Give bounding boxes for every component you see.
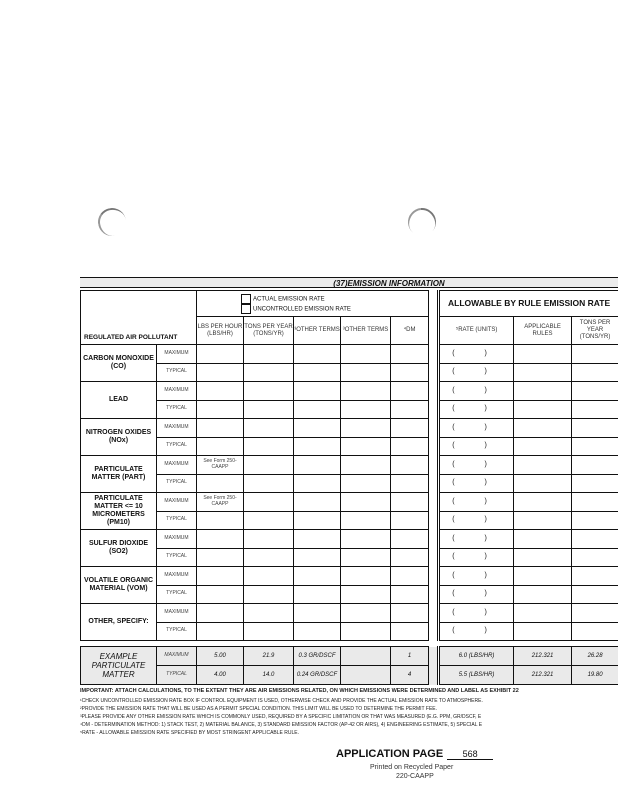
- allowable-tons-cell[interactable]: [572, 622, 618, 641]
- other-terms-cell-2[interactable]: [341, 622, 391, 641]
- example-applicable-rules: 212.321: [514, 666, 572, 685]
- punch-hole-mark: [402, 202, 441, 241]
- rate-units-cell[interactable]: [439, 604, 514, 623]
- allowable-tons-cell[interactable]: [572, 604, 618, 623]
- tons-per-year-cell[interactable]: [244, 345, 294, 364]
- tons-per-year-cell[interactable]: [244, 419, 294, 438]
- tons-per-year-cell[interactable]: [244, 382, 294, 401]
- other-terms-cell[interactable]: [294, 419, 341, 438]
- dm-cell[interactable]: [391, 363, 429, 382]
- tons-per-year-cell[interactable]: [244, 567, 294, 586]
- applicable-rules-cell[interactable]: [514, 585, 572, 604]
- lbs-per-hour-cell[interactable]: [197, 474, 244, 493]
- dm-cell[interactable]: [391, 493, 429, 512]
- rate-parentheses: ( ): [452, 442, 501, 450]
- rate-units-cell[interactable]: [439, 548, 514, 567]
- other-terms-cell-2[interactable]: [341, 400, 391, 419]
- other-terms-cell[interactable]: [294, 585, 341, 604]
- lbs-per-hour-cell[interactable]: [197, 567, 244, 586]
- emission-rate-checkboxes: [197, 291, 429, 317]
- section-title: (37)EMISSION INFORMATION: [80, 277, 618, 288]
- example-tons-per-year: 14.0: [244, 666, 294, 685]
- dm-cell[interactable]: [391, 511, 429, 530]
- applicable-rules-cell[interactable]: [514, 456, 572, 475]
- dm-cell[interactable]: [391, 400, 429, 419]
- example-allowable-tons: 26.28: [572, 647, 618, 666]
- actual-rate-checkbox[interactable]: [241, 294, 251, 304]
- dm-cell[interactable]: [391, 585, 429, 604]
- allowable-tons-cell[interactable]: [572, 345, 618, 364]
- column-gap: [429, 345, 439, 364]
- row-type-label: TYPICAL: [157, 511, 197, 530]
- other-terms-cell[interactable]: [294, 622, 341, 641]
- pollutant-row: [81, 419, 618, 438]
- other-terms-header: ³OTHER TERMS: [294, 317, 341, 345]
- dm-cell[interactable]: [391, 622, 429, 641]
- applicable-rules-cell[interactable]: [514, 511, 572, 530]
- column-gap: [429, 363, 439, 382]
- dm-cell[interactable]: [391, 548, 429, 567]
- applicable-rules-cell[interactable]: [514, 493, 572, 512]
- other-terms-cell-2[interactable]: [341, 493, 391, 512]
- dm-cell[interactable]: [391, 474, 429, 493]
- pollutant-name: NITROGEN OXIDES (NOx): [81, 419, 157, 456]
- lbs-per-hour-cell[interactable]: [197, 585, 244, 604]
- rate-parentheses: ( ): [452, 534, 501, 542]
- other-terms-cell[interactable]: [294, 474, 341, 493]
- rate-parentheses: ( ): [452, 516, 501, 524]
- example-rate: 5.5 (LBS/HR): [439, 666, 514, 685]
- allowable-tons-cell[interactable]: [572, 437, 618, 456]
- dm-cell[interactable]: [391, 604, 429, 623]
- other-terms-cell-2[interactable]: [341, 456, 391, 475]
- pollutant-name: PARTICULATE MATTER <= 10 MICROMETERS (PM10): [81, 493, 157, 530]
- rate-units-cell[interactable]: [439, 622, 514, 641]
- applicable-rules-cell[interactable]: [514, 604, 572, 623]
- lbs-per-hour-cell[interactable]: See Form 250-CAAPP: [197, 493, 244, 512]
- dm-cell[interactable]: [391, 382, 429, 401]
- example-dm: 4: [391, 666, 429, 685]
- other-terms-cell[interactable]: [294, 382, 341, 401]
- applicable-rules-cell[interactable]: [514, 530, 572, 549]
- applicable-rules-header: APPLICABLE RULES: [514, 317, 572, 345]
- row-type-label: MAXIMUM: [157, 419, 197, 438]
- pollutant-row: [81, 548, 618, 567]
- row-type-label: TYPICAL: [157, 400, 197, 419]
- column-gap: [429, 382, 439, 401]
- regulated-pollutant-header: REGULATED AIR POLLUTANT: [81, 291, 197, 345]
- tons-per-year-cell[interactable]: [244, 493, 294, 512]
- column-gap: [429, 291, 439, 345]
- recycled-paper-note: Printed on Recycled Paper: [370, 764, 454, 771]
- dm-header: ⁴DM: [391, 317, 429, 345]
- row-type-label: TYPICAL: [157, 585, 197, 604]
- column-gap: [429, 493, 439, 512]
- pollutant-row: [81, 493, 618, 512]
- tons-per-year-cell[interactable]: [244, 530, 294, 549]
- allowable-tons-cell[interactable]: [572, 548, 618, 567]
- column-gap: [429, 419, 439, 438]
- dm-cell[interactable]: [391, 345, 429, 364]
- other-terms-header-2: ³OTHER TERMS: [341, 317, 391, 345]
- tons-per-year-cell[interactable]: [244, 622, 294, 641]
- lbs-per-hour-cell[interactable]: See Form 250-CAAPP: [197, 456, 244, 475]
- example-row: [81, 647, 618, 666]
- tons-per-year-cell[interactable]: [244, 511, 294, 530]
- rate-parentheses: ( ): [452, 497, 501, 505]
- allowable-tons-cell[interactable]: [572, 511, 618, 530]
- example-tons-per-year: 21.9: [244, 647, 294, 666]
- rate-parentheses: ( ): [452, 479, 501, 487]
- column-gap: [429, 437, 439, 456]
- tons-per-year-cell[interactable]: [244, 585, 294, 604]
- example-row-type: MAXIMUM: [157, 647, 197, 666]
- example-applicable-rules: 212.321: [514, 647, 572, 666]
- other-terms-cell-2[interactable]: [341, 567, 391, 586]
- tons-per-year-cell[interactable]: [244, 604, 294, 623]
- lbs-per-hour-cell[interactable]: [197, 400, 244, 419]
- allowable-tons-cell[interactable]: [572, 456, 618, 475]
- allowable-tons-cell[interactable]: [572, 493, 618, 512]
- example-other-terms: 0.24 GR/DSCF: [294, 666, 341, 685]
- other-terms-cell-2[interactable]: [341, 363, 391, 382]
- row-type-label: MAXIMUM: [157, 382, 197, 401]
- rate-parentheses: ( ): [452, 405, 501, 413]
- pollutant-row: [81, 437, 618, 456]
- column-gap: [429, 622, 439, 641]
- example-row: [81, 666, 618, 685]
- rate-units-header: ⁵RATE (UNITS): [439, 317, 514, 345]
- applicable-rules-cell[interactable]: [514, 400, 572, 419]
- allowable-tons-cell[interactable]: [572, 530, 618, 549]
- other-terms-cell-2[interactable]: [341, 604, 391, 623]
- rate-units-cell[interactable]: [439, 400, 514, 419]
- allowable-tons-cell[interactable]: [572, 419, 618, 438]
- lbs-per-hour-cell[interactable]: [197, 622, 244, 641]
- rate-parentheses: ( ): [452, 349, 501, 357]
- other-terms-cell-2[interactable]: [341, 437, 391, 456]
- row-type-label: TYPICAL: [157, 363, 197, 382]
- footnote-1: ¹CHECK UNCONTROLLED EMISSION RATE BOX IF CONTROL EQUIPMENT IS USED, OTHERWISE CHECK AND PROVIDE THE ACTUAL EMISSION RATE TO ATMOSPHERE.: [80, 698, 483, 704]
- pollutant-name: VOLATILE ORGANIC MATERIAL (VOM): [81, 567, 157, 604]
- rate-units-cell[interactable]: [439, 382, 514, 401]
- lbs-per-hour-cell[interactable]: [197, 530, 244, 549]
- dm-cell[interactable]: [391, 456, 429, 475]
- rate-parentheses: ( ): [452, 627, 501, 635]
- other-terms-cell-2[interactable]: [341, 585, 391, 604]
- application-page-label: [336, 748, 493, 760]
- footnotes: [80, 688, 618, 738]
- applicable-rules-cell[interactable]: [514, 345, 572, 364]
- pollutant-row: [81, 604, 618, 623]
- applicable-rules-cell[interactable]: [514, 567, 572, 586]
- lbs-per-hour-cell[interactable]: [197, 511, 244, 530]
- example-row-type: TYPICAL: [157, 666, 197, 685]
- row-type-label: MAXIMUM: [157, 567, 197, 586]
- column-gap: [429, 400, 439, 419]
- uncontrolled-rate-checkbox[interactable]: [241, 304, 251, 314]
- other-terms-cell[interactable]: [294, 345, 341, 364]
- rate-units-cell[interactable]: [439, 585, 514, 604]
- applicable-rules-cell[interactable]: [514, 419, 572, 438]
- tons-per-year-cell[interactable]: [244, 456, 294, 475]
- rate-parentheses: ( ): [452, 571, 501, 579]
- other-terms-cell-2[interactable]: [341, 548, 391, 567]
- pollutant-name: OTHER, SPECIFY:: [81, 604, 157, 641]
- lbs-per-hour-cell[interactable]: [197, 382, 244, 401]
- row-type-label: TYPICAL: [157, 622, 197, 641]
- tons-per-year-cell[interactable]: [244, 400, 294, 419]
- column-gap: [429, 456, 439, 475]
- example-pollutant-name: EXAMPLE PARTICULATE MATTER: [81, 647, 157, 685]
- pollutant-row: [81, 567, 618, 586]
- lbs-per-hour-cell[interactable]: [197, 419, 244, 438]
- allowable-tons-cell[interactable]: [572, 400, 618, 419]
- column-gap: [429, 530, 439, 549]
- allowable-tons-per-year-header: TONS PER YEAR (TONS/YR): [572, 317, 618, 345]
- other-terms-cell[interactable]: [294, 548, 341, 567]
- rate-parentheses: ( ): [452, 553, 501, 561]
- rate-units-cell[interactable]: [439, 474, 514, 493]
- example-other-terms-2: [341, 666, 391, 685]
- example-lbs-per-hour: 5.00: [197, 647, 244, 666]
- rate-units-cell[interactable]: [439, 419, 514, 438]
- example-other-terms-2: [341, 647, 391, 666]
- allowable-tons-cell[interactable]: [572, 585, 618, 604]
- row-type-label: TYPICAL: [157, 474, 197, 493]
- other-terms-cell-2[interactable]: [341, 382, 391, 401]
- other-terms-cell-2[interactable]: [341, 419, 391, 438]
- row-type-label: MAXIMUM: [157, 456, 197, 475]
- lbs-per-hour-cell[interactable]: [197, 345, 244, 364]
- allowable-tons-cell[interactable]: [572, 363, 618, 382]
- pollutant-name: LEAD: [81, 382, 157, 419]
- applicable-rules-cell[interactable]: [514, 363, 572, 382]
- uncontrolled-rate-label: UNCONTROLLED EMISSION RATE: [253, 306, 351, 313]
- tons-per-year-header: TONS PER YEAR (TONS/YR): [244, 317, 294, 345]
- example-dm: 1: [391, 647, 429, 666]
- lbs-per-hour-cell[interactable]: [197, 363, 244, 382]
- rate-parentheses: ( ): [452, 368, 501, 376]
- rate-units-cell[interactable]: [439, 456, 514, 475]
- tons-per-year-cell[interactable]: [244, 548, 294, 567]
- row-type-label: MAXIMUM: [157, 530, 197, 549]
- example-other-terms: 0.3 GR/DSCF: [294, 647, 341, 666]
- footnote-4: ⁴DM - DETERMINATION METHOD: 1) STACK TEST, 2) MATERIAL BALANCE, 3) STANDARD EMISSION FACTOR (AP-42 OR AIRS), 4) ENGINEERING ESTIMATE, 5) SPECIAL E: [80, 722, 483, 728]
- actual-rate-label: ACTUAL EMISSION RATE: [253, 296, 325, 303]
- rate-parentheses: ( ): [452, 423, 501, 431]
- allowable-tons-cell[interactable]: [572, 567, 618, 586]
- rate-parentheses: ( ): [452, 460, 501, 468]
- column-gap: [429, 474, 439, 493]
- applicable-rules-cell[interactable]: [514, 474, 572, 493]
- rate-units-cell[interactable]: [439, 530, 514, 549]
- rate-units-cell[interactable]: [439, 363, 514, 382]
- row-type-label: TYPICAL: [157, 548, 197, 567]
- pollutant-row: [81, 363, 618, 382]
- dm-cell[interactable]: [391, 419, 429, 438]
- row-type-label: MAXIMUM: [157, 604, 197, 623]
- other-terms-cell[interactable]: [294, 493, 341, 512]
- emission-information-table: [80, 290, 618, 685]
- other-terms-cell[interactable]: [294, 363, 341, 382]
- column-gap: [429, 548, 439, 567]
- tons-per-year-cell[interactable]: [244, 437, 294, 456]
- applicable-rules-cell[interactable]: [514, 437, 572, 456]
- column-gap: [429, 585, 439, 604]
- column-gap: [429, 604, 439, 623]
- lbs-per-hour-cell[interactable]: [197, 437, 244, 456]
- example-lbs-per-hour: 4.00: [197, 666, 244, 685]
- other-terms-cell[interactable]: [294, 530, 341, 549]
- row-type-label: MAXIMUM: [157, 345, 197, 364]
- footnote-5: ⁵RATE - ALLOWABLE EMISSION RATE SPECIFIED BY MOST STRINGENT APPLICABLE RULE.: [80, 730, 299, 736]
- application-page-text: APPLICATION PAGE: [336, 748, 444, 760]
- column-gap: [429, 511, 439, 530]
- rate-units-cell[interactable]: [439, 437, 514, 456]
- lbs-per-hour-header: LBS PER HOUR (LBS/HR): [197, 317, 244, 345]
- pollutant-row: [81, 345, 618, 364]
- other-terms-cell-2[interactable]: [341, 474, 391, 493]
- tons-per-year-cell[interactable]: [244, 474, 294, 493]
- allowable-tons-cell[interactable]: [572, 474, 618, 493]
- pollutant-row: [81, 511, 618, 530]
- rate-parentheses: ( ): [452, 386, 501, 394]
- punch-hole-mark: [96, 206, 128, 238]
- dm-cell[interactable]: [391, 437, 429, 456]
- row-type-label: TYPICAL: [157, 437, 197, 456]
- applicable-rules-cell[interactable]: [514, 622, 572, 641]
- example-rate: 6.0 (LBS/HR): [439, 647, 514, 666]
- row-type-label: MAXIMUM: [157, 493, 197, 512]
- rate-units-cell[interactable]: [439, 511, 514, 530]
- rate-parentheses: ( ): [452, 608, 501, 616]
- other-terms-cell[interactable]: [294, 567, 341, 586]
- pollutant-row: [81, 530, 618, 549]
- applicable-rules-cell[interactable]: [514, 548, 572, 567]
- column-gap: [429, 647, 439, 666]
- rate-units-cell[interactable]: [439, 493, 514, 512]
- column-gap: [429, 567, 439, 586]
- other-terms-cell[interactable]: [294, 604, 341, 623]
- page-number: 568: [447, 749, 493, 760]
- other-terms-cell[interactable]: [294, 456, 341, 475]
- other-terms-cell[interactable]: [294, 437, 341, 456]
- other-terms-cell-2[interactable]: [341, 530, 391, 549]
- important-note: IMPORTANT: ATTACH CALCULATIONS, TO THE EXTENT THEY ARE AIR EMISSIONS RELATED, ON WHICH EMISSIONS WERE DETERMINED AND LABEL AS EXHIBIT 22: [80, 688, 519, 694]
- pollutant-row: [81, 382, 618, 401]
- allowable-rate-header: ALLOWABLE BY RULE EMISSION RATE: [439, 291, 618, 317]
- footnote-3: ³PLEASE PROVIDE ANY OTHER EMISSION RATE WHICH IS COMMONLY USED, REQUIRED BY A SPECIFIC LIMITATION OR THAT WAS MEASURED (E.G. PPM, GR/DSCF, E: [80, 714, 482, 720]
- dm-cell[interactable]: [391, 530, 429, 549]
- allowable-tons-cell[interactable]: [572, 382, 618, 401]
- pollutant-row: [81, 585, 618, 604]
- pollutant-row: [81, 456, 618, 475]
- applicable-rules-cell[interactable]: [514, 382, 572, 401]
- pollutant-row: [81, 400, 618, 419]
- form-id: 220-CAAPP: [396, 773, 434, 780]
- other-terms-cell[interactable]: [294, 511, 341, 530]
- rate-parentheses: ( ): [452, 590, 501, 598]
- pollutant-row: [81, 622, 618, 641]
- rate-units-cell[interactable]: [439, 345, 514, 364]
- rate-units-cell[interactable]: [439, 567, 514, 586]
- other-terms-cell-2[interactable]: [341, 511, 391, 530]
- other-terms-cell[interactable]: [294, 400, 341, 419]
- footnote-2: ²PROVIDE THE EMISSION RATE THAT WILL BE USED AS A PERMIT SPECIAL CONDITION. THIS LIMIT WILL BE USED TO DETERMINE THE PERMIT FEE.: [80, 706, 438, 712]
- pollutant-name: SULFUR DIOXIDE (SO2): [81, 530, 157, 567]
- pollutant-name: CARBON MONOXIDE (CO): [81, 345, 157, 382]
- pollutant-row: [81, 474, 618, 493]
- example-allowable-tons: 19.80: [572, 666, 618, 685]
- tons-per-year-cell[interactable]: [244, 363, 294, 382]
- dm-cell[interactable]: [391, 567, 429, 586]
- lbs-per-hour-cell[interactable]: [197, 548, 244, 567]
- column-gap: [429, 666, 439, 685]
- lbs-per-hour-cell[interactable]: [197, 604, 244, 623]
- pollutant-name: PARTICULATE MATTER (PART): [81, 456, 157, 493]
- other-terms-cell-2[interactable]: [341, 345, 391, 364]
